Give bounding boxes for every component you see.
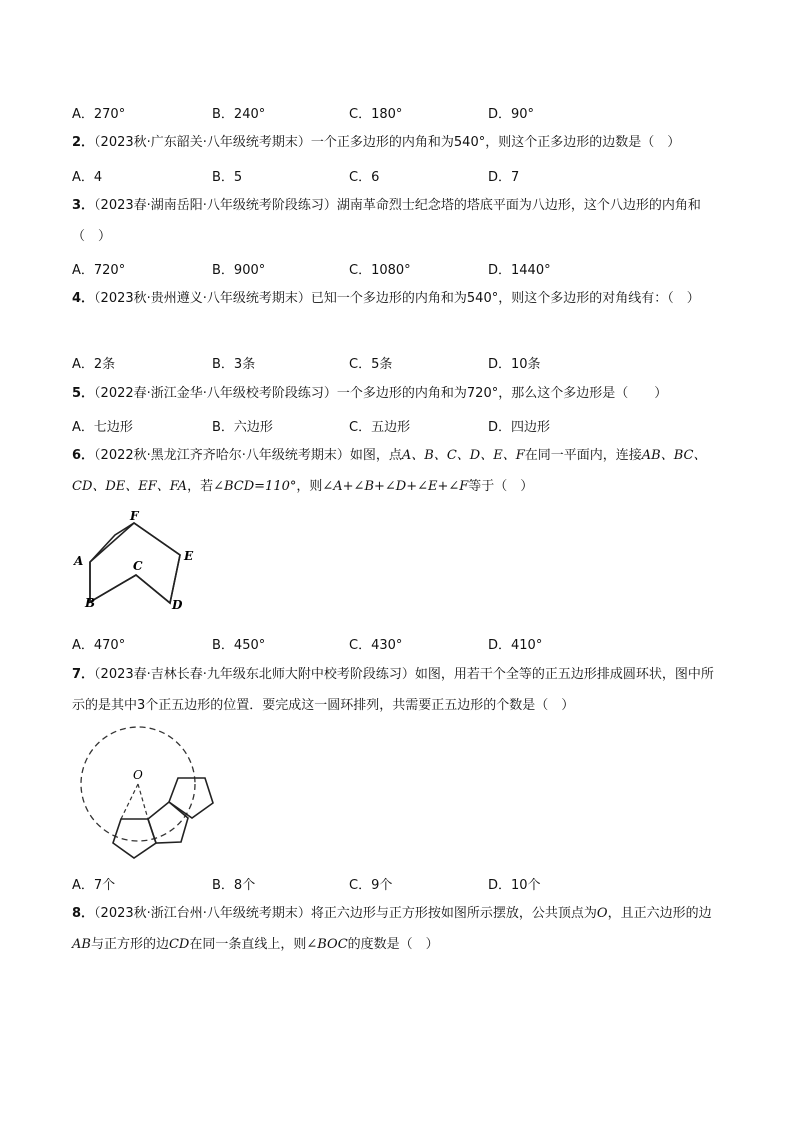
q1-option-a[interactable]: A．270° <box>72 107 126 122</box>
question-text: 湖南革命烈士纪念塔的塔底平面为八边形，这个八边形的内角和（ ） <box>72 198 701 244</box>
q6-option-c[interactable]: C．430° <box>349 638 403 653</box>
question-number: 2． <box>72 135 95 150</box>
side-label: CD <box>168 937 190 952</box>
question-source: （2023春·湖南岳阳·八年级统考阶段练习） <box>94 198 337 213</box>
q3-options <box>72 259 732 279</box>
hexagon-figure <box>68 510 208 615</box>
q6-options <box>72 634 732 654</box>
question-source: （2023秋·贵州遵义·八年级统考期末） <box>94 291 311 306</box>
question-text: 在同一条直线上，则 <box>189 937 307 952</box>
q4-option-d[interactable]: D．10条 <box>488 357 541 372</box>
q6-option-a[interactable]: A．470° <box>72 638 126 653</box>
label-b: B <box>85 596 96 610</box>
q2-option-d[interactable]: D．7 <box>488 170 520 185</box>
dashed-radius-right <box>138 784 148 819</box>
q5-option-d[interactable]: D．四边形 <box>488 420 551 435</box>
question-text: ，若 <box>187 479 214 494</box>
q4-option-b[interactable]: B．3条 <box>212 357 256 372</box>
angle-expression: ∠A+∠B+∠D+∠E+∠F <box>322 479 469 494</box>
pentagon-2 <box>148 802 188 843</box>
pentagon-3 <box>169 778 213 818</box>
question-number: 4． <box>72 291 95 306</box>
q3-option-b[interactable]: B．900° <box>212 263 266 278</box>
q3-option-c[interactable]: C．1080° <box>349 263 411 278</box>
q2-options <box>72 166 732 186</box>
q2-option-c[interactable]: C．6 <box>349 170 380 185</box>
question-number: 8． <box>72 906 95 921</box>
question-text: 的度数是（ ） <box>347 937 439 952</box>
q7-option-b[interactable]: B．8个 <box>212 878 256 893</box>
q7-option-a[interactable]: A．7个 <box>72 878 116 893</box>
label-f: F <box>130 510 139 523</box>
q1-option-b[interactable]: B．240° <box>212 107 266 122</box>
points-list: A、B、C、D、E、F <box>401 448 525 463</box>
q1-options <box>72 103 732 123</box>
angle-condition: ∠BCD=110° <box>213 479 297 494</box>
question-number: 6． <box>72 448 95 463</box>
question-5 <box>72 378 724 409</box>
question-text: 与正方形的边 <box>90 937 169 952</box>
pentagon-ring-figure <box>70 722 230 862</box>
q1-option-d[interactable]: D．90° <box>488 107 535 122</box>
question-source: （2022春·浙江金华·八年级校考阶段练习） <box>94 386 337 401</box>
segments-list: AB、BC、CD、DE、EF、FA <box>72 448 707 494</box>
q7-option-d[interactable]: D．10个 <box>488 878 541 893</box>
label-a: A <box>74 554 84 568</box>
side-label: AB <box>72 937 91 952</box>
q6-option-b[interactable]: B．450° <box>212 638 266 653</box>
q3-option-d[interactable]: D．1440° <box>488 263 551 278</box>
dashed-radius-left <box>121 784 138 819</box>
label-o: O <box>133 768 143 782</box>
q5-option-b[interactable]: B．六边形 <box>212 420 273 435</box>
question-source: （2023秋·广东韶关·八年级统考期末） <box>94 135 311 150</box>
question-text: 将正六边形与正方形按如图所示摆放，公共顶点为 <box>310 906 597 921</box>
question-number: 3． <box>72 198 95 213</box>
question-number: 5． <box>72 386 95 401</box>
question-source: （2023春·吉林长春·九年级东北师大附中校考阶段练习） <box>94 667 415 682</box>
question-text: 如图，用若干个全等的正五边形排成圆环状，图中所示的是其中3个正五边形的位置．要完成这一圆环排列，共需要正五边形的个数是（ ） <box>72 667 714 713</box>
q5-option-a[interactable]: A．七边形 <box>72 420 133 435</box>
question-text: ，且正六边形的边 <box>607 906 712 921</box>
label-c: C <box>133 559 143 573</box>
q4-options <box>72 353 732 373</box>
angle-label: ∠BOC <box>306 937 348 952</box>
question-6 <box>72 440 724 502</box>
q2-option-b[interactable]: B．5 <box>212 170 243 185</box>
question-8 <box>72 898 724 960</box>
question-3 <box>72 190 724 252</box>
q5-option-c[interactable]: C．五边形 <box>349 420 411 435</box>
q4-option-c[interactable]: C．5条 <box>349 357 393 372</box>
q2-option-a[interactable]: A．4 <box>72 170 103 185</box>
q5-options <box>72 416 732 436</box>
question-source: （2023秋·浙江台州·八年级统考期末） <box>94 906 311 921</box>
question-7 <box>72 659 724 721</box>
question-text: 一个正多边形的内角和为540°，则这个正多边形的边数是（ ） <box>310 135 681 150</box>
question-4 <box>72 283 724 314</box>
vertex-label: O <box>596 906 608 921</box>
q3-option-a[interactable]: A．720° <box>72 263 126 278</box>
q1-option-c[interactable]: C．180° <box>349 107 403 122</box>
question-number: 7． <box>72 667 95 682</box>
question-source: （2022秋·黑龙江齐齐哈尔·八年级统考期末） <box>94 448 350 463</box>
question-text: 如图，点 <box>349 448 402 463</box>
question-text: 一个多边形的内角和为720°，那么这个多边形是（ ） <box>336 386 668 401</box>
label-d: D <box>172 598 183 612</box>
q7-options <box>72 874 732 894</box>
question-2 <box>72 127 724 158</box>
question-text: ，则 <box>296 479 323 494</box>
label-e: E <box>184 549 194 563</box>
question-text: 在同一平面内，连接 <box>524 448 642 463</box>
q7-option-c[interactable]: C．9个 <box>349 878 393 893</box>
question-text: 等于（ ） <box>468 479 534 494</box>
q4-option-a[interactable]: A．2条 <box>72 357 116 372</box>
question-text: 已知一个多边形的内角和为540°，则这个多边形的对角线有：（ ） <box>310 291 700 306</box>
q6-option-d[interactable]: D．410° <box>488 638 543 653</box>
